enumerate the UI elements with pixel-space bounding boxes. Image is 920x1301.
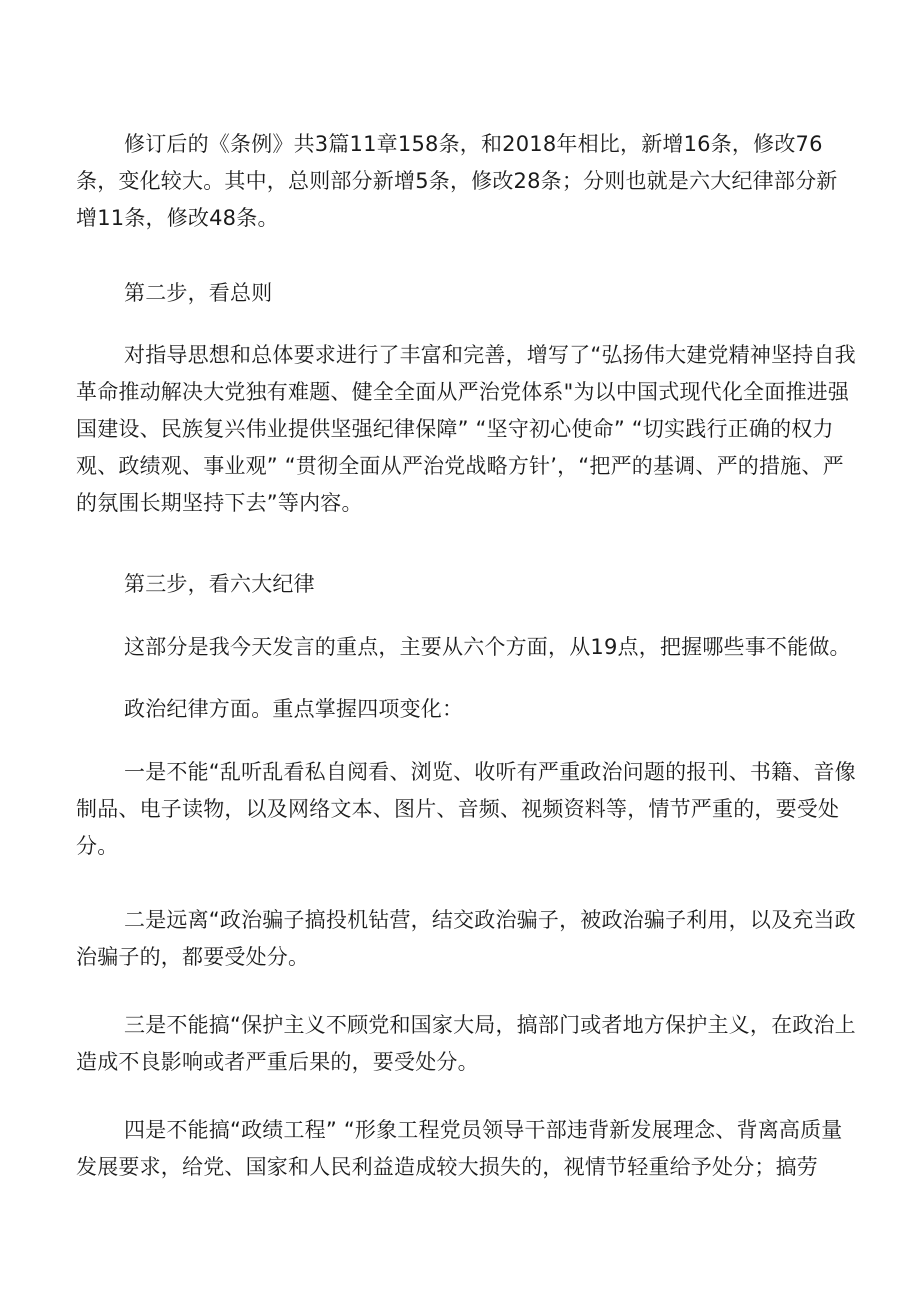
paragraph-revision-summary: 修订后的《条例》共3篇11章158条，和2018年相比，新增16条，修改76条，变化较大。其中，总则部分新增5条，修改28条；分则也就是六大纪律部分新增11条，修改48条。: [76, 132, 838, 230]
paragraph-political-discipline: 政治纪律方面。重点掌握四项变化：: [124, 697, 464, 721]
paragraph-general-provisions: 对指导思想和总体要求进行了丰富和完善，增写了“弘扬伟大建党精神坚持自我革命推动解决大党独有难题、健全全面从严治党体系"为以中国式现代化全面推进强国建设、民族复兴伟业提供坚强纪律保障” “坚守初心使命” “切实践行正确的权力观、政绩观、事业观” “贯彻全面从严治党战略方针’，“把严的基调、严的措施、严的氛围长期坚持下去”等内容。: [76, 343, 856, 515]
paragraph-item-two: 二是远离“政治骗子搞投机钻营，结交政治骗子，被政治骗子利用，以及充当政治骗子的，都要受处分。: [76, 908, 856, 969]
paragraph-item-four: 四是不能搞“政绩工程” “形象工程党员领导干部违背新发展理念、背离高质量发展要求，给党、国家和人民利益造成较大损失的，视情节轻重给予处分；搞劳: [76, 1118, 843, 1179]
paragraph-focus-intro: 这部分是我今天发言的重点，主要从六个方面，从19点，把握哪些事不能做。: [124, 635, 851, 659]
paragraph-item-three: 三是不能搞“保护主义不顾党和国家大局，搞部门或者地方保护主义，在政治上造成不良影响或者严重后果的，要受处分。: [76, 1013, 856, 1074]
paragraph-item-one: 一是不能“乱听乱看私自阅看、浏览、收听有严重政治问题的报刊、书籍、音像制品、电子读物，以及网络文本、图片、音频、视频资料等，情节严重的，要受处分。: [76, 760, 856, 858]
heading-step-two: 第二步，看总则: [124, 281, 273, 305]
heading-step-three: 第三步，看六大纪律: [124, 572, 315, 596]
